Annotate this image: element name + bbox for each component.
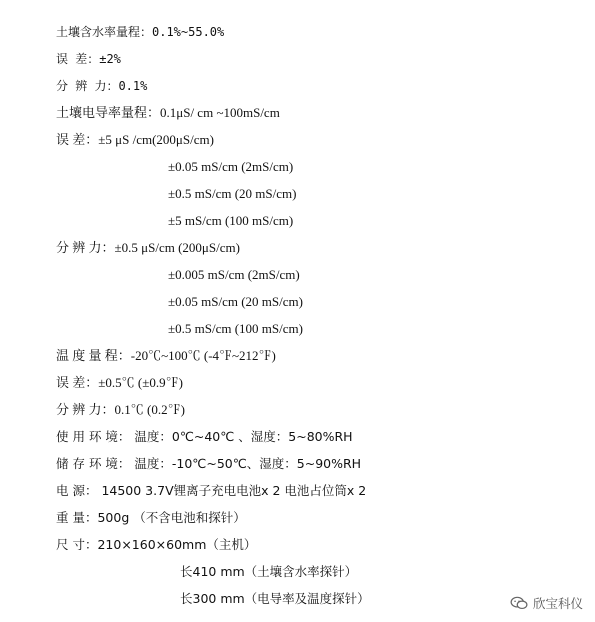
ec-resolution-line: ±0.5 mS/cm (100 mS/cm) xyxy=(168,321,303,336)
ec-error-line: ±0.05 mS/cm (2mS/cm) xyxy=(168,159,294,174)
moisture-range-line: 土壤含水率量程：0.1%~55.0% xyxy=(56,25,225,39)
ec-error-line: ±5 mS/cm (100 mS/cm) xyxy=(168,213,294,228)
dimensions-line: 尺 寸：210×160×60mm（主机） xyxy=(56,537,257,552)
moisture-error-line: 误 差：±2% xyxy=(56,52,121,66)
power-line: 电 源： 14500 3.7V锂离子充电电池x 2 电池占位筒x 2 xyxy=(56,483,367,498)
ec-temp-probe-line: 长300 mm（电导率及温度探针） xyxy=(180,591,370,606)
ec-resolution-line: ±0.005 mS/cm (2mS/cm) xyxy=(168,267,300,282)
weight-line: 重 量：500g （不含电池和探针） xyxy=(56,510,246,525)
ec-error-line: 误 差：±5 μS /cm(200μS/cm) xyxy=(56,132,214,147)
moisture-probe-line: 长410 mm（土壤含水率探针） xyxy=(180,564,358,579)
temp-resolution-line: 分 辨 力：0.1℃ (0.2℉) xyxy=(56,402,185,417)
ec-error-line: ±0.5 mS/cm (20 mS/cm) xyxy=(168,186,297,201)
operating-env-line: 使 用 环 境： 温度：0℃~40℃ 、湿度：5~80%RH xyxy=(56,429,353,444)
watermark xyxy=(510,594,583,612)
temp-error-line: 误 差：±0.5℃ (±0.9℉) xyxy=(56,375,183,390)
temp-range-line: 温 度 量 程：-20℃~100℃ (-4℉~212℉) xyxy=(56,348,276,363)
ec-resolution-line: 分 辨 力：±0.5 μS/cm (200μS/cm) xyxy=(56,240,240,255)
moisture-resolution-line: 分 辨 力：0.1% xyxy=(56,79,148,93)
storage-env-line: 储 存 环 境： 温度：-10℃~50℃、湿度：5~90%RH xyxy=(56,456,362,471)
ec-range-line: 土壤电导率量程：0.1μS/ cm ~100mS/cm xyxy=(56,105,280,120)
ec-resolution-line: ±0.05 mS/cm (20 mS/cm) xyxy=(168,294,303,309)
watermark-text: 欣宝科仪 xyxy=(532,596,583,611)
wechat-icon xyxy=(510,596,528,610)
